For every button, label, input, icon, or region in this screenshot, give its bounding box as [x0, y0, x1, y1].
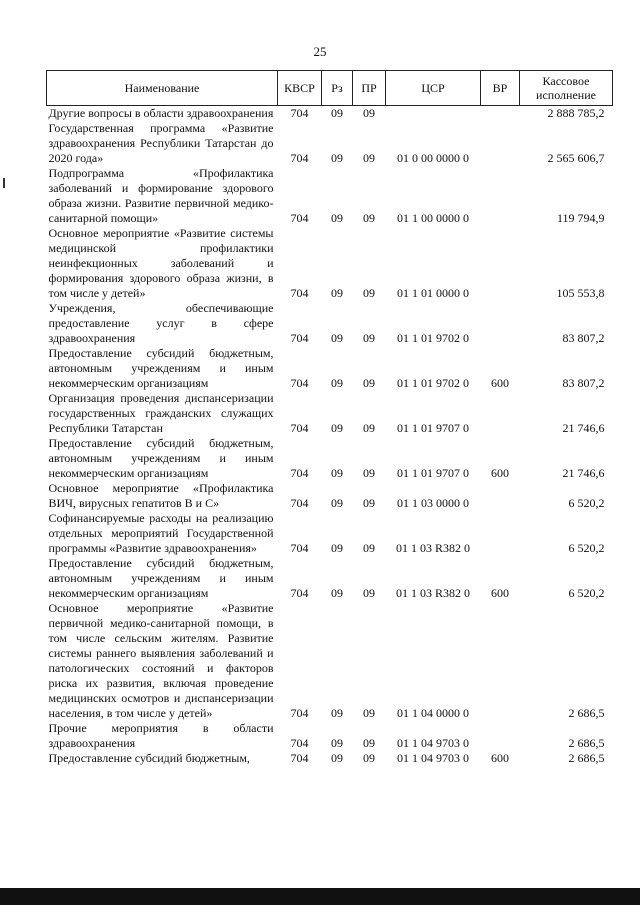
row-csr: 01 1 01 9707 0: [397, 466, 469, 480]
row-kvsr: 704: [290, 211, 309, 225]
row-rz: 09: [331, 286, 343, 300]
row-kvsr: 704: [290, 106, 309, 120]
page-number: 25: [313, 44, 327, 59]
row-amount: 2 686,5: [568, 736, 605, 750]
row-csr: [386, 106, 481, 122]
row-vr: [481, 106, 520, 122]
row-name: Основное мероприятие «Профилактика ВИЧ, вирусных гепатитов В и С»: [48, 481, 274, 510]
row-pr: 09: [363, 541, 375, 555]
row-vr: [481, 721, 520, 751]
row-vr: 600: [491, 586, 509, 600]
row-vr: [481, 121, 520, 166]
row-vr: [481, 601, 520, 721]
row-rz: 09: [331, 211, 343, 225]
table-row: [47, 106, 613, 122]
row-vr: 600: [491, 751, 509, 765]
row-pr: 09: [363, 151, 375, 165]
row-rz: 09: [331, 106, 343, 120]
row-kvsr: 704: [290, 751, 309, 765]
row-rz: 09: [331, 586, 343, 600]
table-row: [47, 556, 613, 601]
row-csr: 01 1 01 0000 0: [397, 286, 469, 300]
row-name: Учреждения, обеспечивающие предоставление услуг в сфере здравоохранения: [48, 301, 274, 345]
row-amount: 21 746,6: [562, 466, 605, 480]
row-kvsr: 704: [290, 496, 309, 510]
row-rz: 09: [331, 496, 343, 510]
row-amount: 6 520,2: [568, 496, 605, 510]
table-row: [47, 121, 613, 166]
row-pr: 09: [363, 496, 375, 510]
scan-bottom-edge: [0, 888, 640, 905]
row-name: Предоставление субсидий бюджетным, автономным учреждениям и иным некоммерческим организациям: [48, 556, 274, 600]
row-amount: 2 888 785,2: [547, 106, 605, 120]
scan-margin-mark: [3, 178, 5, 188]
row-amount: 119 794,9: [556, 211, 605, 225]
row-csr: 01 1 03 R382 0: [395, 541, 470, 555]
row-amount: 6 520,2: [568, 586, 605, 600]
row-pr: 09: [363, 421, 375, 435]
row-amount: 83 807,2: [562, 376, 605, 390]
row-name: Предоставление субсидий бюджетным, автономным учреждениям и иным некоммерческим организациям: [48, 436, 274, 480]
row-kvsr: 704: [290, 286, 309, 300]
row-kvsr: 704: [290, 421, 309, 435]
header-pr: ПР: [353, 71, 386, 106]
row-rz: 09: [331, 541, 343, 555]
row-csr: 01 1 04 0000 0: [397, 706, 469, 720]
row-name: Прочие мероприятия в области здравоохранения: [48, 721, 274, 750]
row-rz: 09: [331, 751, 343, 765]
row-vr: 600: [491, 466, 509, 480]
row-name: Государственная программа «Развитие здравоохранения Республики Татарстан до 2020 года»: [48, 121, 274, 165]
table-row: [47, 346, 613, 391]
row-amount: 2 565 606,7: [547, 151, 605, 165]
row-kvsr: 704: [290, 151, 309, 165]
row-name: Основное мероприятие «Развитие первичной медико-санитарной помощи, в том числе сельским жителям. Развитие системы раннего выявления заболеваний и патологических состояний и факторов риска их развития, включая проведение медицинских осмотров и диспансеризации населения, в том числе у детей»: [48, 601, 274, 720]
row-pr: 09: [363, 106, 375, 120]
row-rz: 09: [331, 421, 343, 435]
table-row: [47, 481, 613, 511]
row-csr: 01 1 03 0000 0: [397, 496, 469, 510]
row-amount: 6 520,2: [568, 541, 605, 555]
table-row: [47, 436, 613, 481]
row-name: Подпрограмма «Профилактика заболеваний и формирование здорового образа жизни. Развитие первичной медико-санитарной помощи»: [48, 166, 274, 225]
row-vr: [481, 511, 520, 556]
row-csr: 01 1 01 9707 0: [397, 421, 469, 435]
row-pr: 09: [363, 586, 375, 600]
table-row: [47, 511, 613, 556]
table-row: [47, 751, 613, 766]
row-vr: [481, 481, 520, 511]
table-row: [47, 601, 613, 721]
header-csr: ЦСР: [386, 71, 481, 106]
row-pr: 09: [363, 751, 375, 765]
row-amount: 83 807,2: [562, 331, 605, 345]
row-rz: 09: [331, 466, 343, 480]
row-kvsr: 704: [290, 586, 309, 600]
table-row: [47, 166, 613, 226]
row-kvsr: 704: [290, 331, 309, 345]
header-kvsr: КВСР: [278, 71, 322, 106]
header-rz: Рз: [322, 71, 353, 106]
row-rz: 09: [331, 376, 343, 390]
row-amount: 2 686,5: [568, 706, 605, 720]
row-amount: 2 686,5: [568, 751, 605, 765]
row-kvsr: 704: [290, 376, 309, 390]
row-rz: 09: [331, 151, 343, 165]
row-csr: 01 1 04 9703 0: [397, 736, 469, 750]
header-amount: Кассовое исполнение: [520, 71, 613, 106]
row-pr: 09: [363, 286, 375, 300]
table-row: [47, 301, 613, 346]
header-vr: ВР: [481, 71, 520, 106]
row-pr: 09: [363, 211, 375, 225]
row-vr: [481, 226, 520, 301]
row-vr: [481, 391, 520, 436]
row-name: Предоставление субсидий бюджетным, автономным учреждениям и иным некоммерческим организациям: [48, 346, 274, 390]
row-csr: 01 1 00 0000 0: [397, 211, 469, 225]
row-kvsr: 704: [290, 706, 309, 720]
row-kvsr: 704: [290, 736, 309, 750]
row-name: Предоставление субсидий бюджетным,: [48, 751, 250, 765]
row-rz: 09: [331, 736, 343, 750]
row-rz: 09: [331, 331, 343, 345]
header-name: Наименование: [47, 71, 278, 106]
row-name: Другие вопросы в области здравоохранения: [48, 106, 274, 120]
row-name: Организация проведения диспансеризации государственных гражданских служащих Республики Татарстан: [48, 391, 274, 435]
row-rz: 09: [331, 706, 343, 720]
row-kvsr: 704: [290, 466, 309, 480]
row-csr: 01 1 04 9703 0: [397, 751, 469, 765]
row-amount: 21 746,6: [562, 421, 605, 435]
row-pr: 09: [363, 736, 375, 750]
row-csr: 01 0 00 0000 0: [397, 151, 469, 165]
row-csr: 01 1 01 9702 0: [397, 376, 469, 390]
table-row: [47, 226, 613, 301]
table-row: [47, 721, 613, 751]
row-pr: 09: [363, 706, 375, 720]
row-pr: 09: [363, 376, 375, 390]
row-csr: 01 1 03 R382 0: [395, 586, 470, 600]
row-amount: 105 553,8: [556, 286, 605, 300]
row-vr: 600: [491, 376, 509, 390]
row-pr: 09: [363, 466, 375, 480]
row-csr: 01 1 01 9702 0: [397, 331, 469, 345]
row-name: Софинансируемые расходы на реализацию отдельных мероприятий Государственной программы «Развитие здравоохранения»: [48, 511, 274, 555]
row-name: Основное мероприятие «Развитие системы медицинской профилактики неинфекционных заболеваний и формирования здорового образа жизни, в том числе у детей»: [48, 226, 274, 300]
row-vr: [481, 166, 520, 226]
budget-table: [46, 70, 613, 766]
row-pr: 09: [363, 331, 375, 345]
row-vr: [481, 301, 520, 346]
row-kvsr: 704: [290, 541, 309, 555]
table-header: [47, 71, 613, 106]
table-row: [47, 391, 613, 436]
